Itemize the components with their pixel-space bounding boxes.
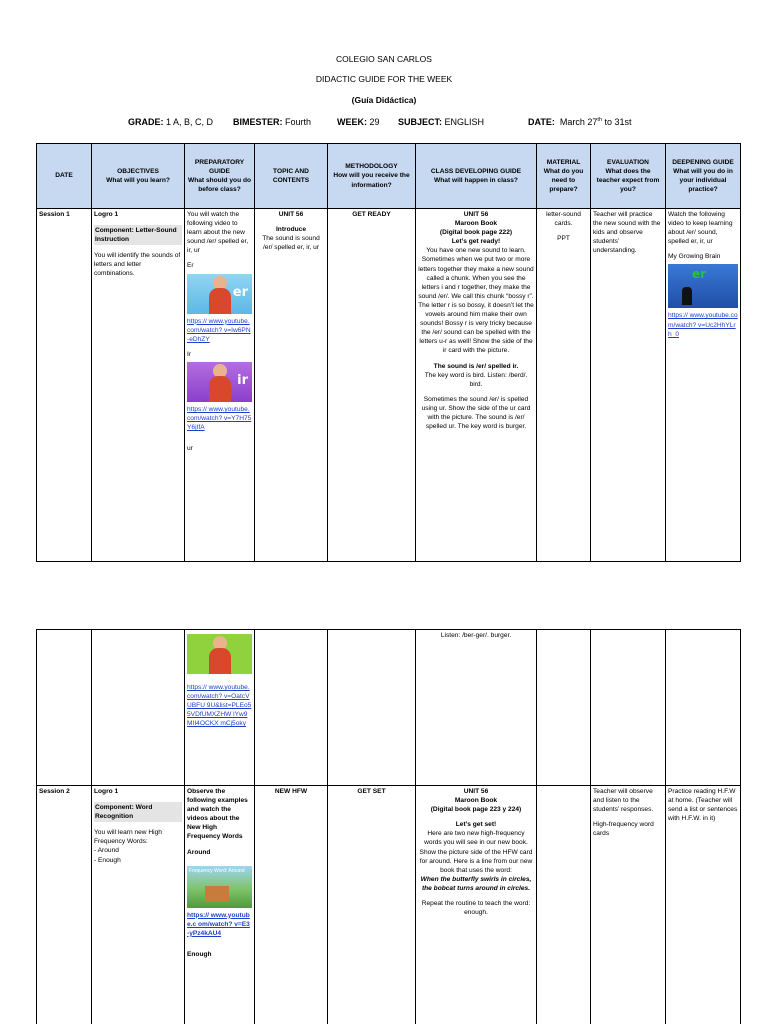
date-label: DATE: [528, 117, 555, 127]
label-er: Er [187, 262, 194, 270]
video-link-growing-brain: https:// www.youtube.co m/watch? v=Uc2HhYLrh_0 [668, 312, 738, 338]
continuation-row [37, 630, 741, 786]
subject-value: ENGLISH [444, 117, 485, 127]
col-methodology: METHODOLOGY How will you receive the information? [328, 144, 416, 209]
video-thumbnail-er: er [187, 274, 252, 314]
subject-field [398, 117, 484, 127]
deepening-text: Watch the following video to keep learning about /er/ sound, spelled er, ir, ur [668, 211, 733, 246]
session-1-class-guide [416, 209, 537, 562]
grade-value: 1 A, B, C, D [166, 117, 214, 127]
class-p2: Repeat the routine to teach the word: enough. [421, 900, 531, 917]
label-ir: Ir [187, 350, 192, 358]
week-label: WEEK: [337, 117, 367, 127]
page-subtitle: (Guía Didáctica) [351, 95, 417, 105]
class-p1: You have one new sound to learn. Sometimes when we put two or more letters together they make a new sound called a chunk. When you see the letters i and r together, they make the sound /er/. We call this chunk “bossy r”. The letter r is so bossy, it doesn’t let the vowels around him make their own sounds! Bossy r is very tricky because the /er/ sound can be spelled with the letters u-r as well! Show the side of the ir card with the picture. [418, 247, 534, 355]
grade-field [128, 117, 213, 127]
date-end: to 31st [601, 117, 632, 127]
video-link-ur: https:// www.youtube. com/watch? v=OatcVUBFU 9U&list=PLEo5 5VDfUMXZHW lYw9MII4OCKX mCj5oky [187, 684, 252, 728]
class-unit: UNIT 56 [463, 211, 489, 218]
video-thumbnail-around: Frequency Word: Around [187, 866, 252, 908]
class-unit: UNIT 56 [463, 788, 489, 795]
topic-intro: Introduce [275, 226, 307, 234]
class-p2-bold: The sound is /er/ spelled ir. [433, 362, 519, 370]
session-1-method: GET READY [328, 209, 416, 562]
session-1-topic [255, 209, 328, 562]
logro: Logro 1 [94, 211, 119, 218]
col-deepening: DEEPENING GUIDE What will you do in your individual practice? [666, 144, 741, 209]
deepening-title: My Growing Brain [668, 253, 721, 261]
objective-text: You will learn new High Frequency Words: [94, 829, 162, 846]
session-2-deepening: Practice reading H.F.W at home. (Teacher will send a list or sentences with H.F.W. in it) [666, 786, 741, 1024]
prep-intro: Observe the following examples and watch the videos about the New High Frequency Words [187, 788, 248, 841]
class-digital: (Digital book page 222) [439, 229, 513, 237]
component-chip: Component: Word Recognition [94, 802, 182, 822]
class-p2: The key word is bird. Listen: /berd/. bird. [424, 371, 528, 388]
video-link-ir: https:// www.youtube. com/watch? v=Y7H75Y6jIfA [187, 405, 252, 432]
session-2-topic: NEW HFW [255, 786, 328, 1024]
session-2-prep [185, 786, 255, 1024]
subject-label: SUBJECT: [398, 117, 443, 127]
session-1-evaluation: Teacher will practice the new sound with the kids and observe students’ understanding. [591, 209, 666, 562]
session-1-objectives [92, 209, 185, 562]
video-link-around: https:// www.youtube.c om/watch? v=E3-yPz4kAU4 [187, 911, 250, 937]
session-2-date: Session 2 [37, 786, 92, 1024]
topic-unit: UNIT 56 [278, 211, 304, 218]
header-row [37, 144, 741, 209]
class-p1: Here are two new high-frequency words you will see in our new book. Show the picture side of the HFW card for around. Here is a line from our new book that uses the word: [419, 830, 533, 874]
topic-text: The sound is sound /er/ spelled er, ir, ur [262, 235, 320, 252]
class-p3: Sometimes the sound /er/ is spelled using ur. Show the side of the ur card with the picture. The sound is /er/ spelled ur. The key word is burger. [421, 395, 531, 431]
session-1-row [37, 209, 741, 562]
guide-table-page-2 [36, 629, 741, 1024]
date-start: March 27 [559, 117, 598, 127]
week-field [337, 117, 380, 127]
session-2-evaluation [591, 786, 666, 1024]
video-thumbnail-growing-brain: er [668, 264, 738, 308]
continuation-prep [185, 630, 255, 786]
label-around: Around [187, 848, 211, 856]
bimester-value: Fourth [285, 117, 312, 127]
class-digital: (Digital book page 223 y 224) [430, 806, 522, 814]
col-date: DATE [37, 144, 92, 209]
prep-intro: You will watch the following video to learn about the new sound /er/ spelled er, ir, ur [187, 211, 249, 255]
date-suffix: th [597, 117, 602, 123]
component-chip: Component: Letter-Sound Instruction [94, 225, 182, 245]
material-ppt: PPT [557, 235, 570, 243]
video-thumbnail-ir: ir [187, 362, 252, 402]
session-2-row [37, 786, 741, 1024]
bimester-field [233, 117, 311, 127]
school-name: COLEGIO SAN CARLOS [336, 54, 432, 64]
week-value: 29 [369, 117, 380, 127]
continuation-class-guide: Listen: /ber-ger/. burger. [416, 630, 537, 786]
class-set: Let’s get set! [455, 821, 497, 829]
material-cards: letter-sound cards. [546, 211, 581, 228]
evaluation-observe: Teacher will observe and listen to the students’ responses. [593, 788, 654, 814]
grade-label: GRADE: [128, 117, 164, 127]
class-book: Maroon Book [454, 797, 498, 805]
col-topic: TOPIC AND CONTENTS [255, 144, 328, 209]
col-objectives: OBJECTIVES What will you learn? [92, 144, 185, 209]
session-2-class-guide [416, 786, 537, 1024]
evaluation-cards: High-frequency word cards [593, 821, 654, 838]
label-enough: Enough [187, 950, 212, 958]
session-2-objectives [92, 786, 185, 1024]
session-1-deepening [666, 209, 741, 562]
page-title: DIDACTIC GUIDE FOR THE WEEK [315, 74, 453, 84]
col-material: MATERIAL What do you need to prepare? [537, 144, 591, 209]
session-1-date: Session 1 [37, 209, 92, 562]
logro: Logro 1 [94, 788, 119, 795]
video-link-er: https:// www.youtube. com/watch? v=Iw6PN-eDhZY [187, 317, 251, 343]
col-preparatory: PREPARATORY GUIDE What should you do before class? [185, 144, 255, 209]
bimester-label: BIMESTER: [233, 117, 283, 127]
guide-table-page-1 [36, 143, 741, 562]
hfw-item-enough: - Enough [94, 856, 121, 864]
col-class-guide: CLASS DEVELOPING GUIDE What will happen in class? [416, 144, 537, 209]
col-evaluation: EVALUATION What does the teacher expect from you? [591, 144, 666, 209]
class-quote: When the butterfly swirls in circles, the bobcat turns around in circles. [420, 875, 532, 892]
class-ready: Let’s get ready! [451, 238, 501, 246]
objective-text: You will identify the sounds of letters and letter combinations. [94, 252, 181, 278]
hfw-item-around: - Around [94, 847, 119, 855]
video-thumbnail-ur [187, 634, 252, 674]
session-2-method: GET SET [328, 786, 416, 1024]
session-1-material [537, 209, 591, 562]
class-book: Maroon Book [454, 220, 498, 228]
label-ur: ur [187, 445, 193, 453]
session-1-prep [185, 209, 255, 562]
date-field [528, 117, 632, 127]
